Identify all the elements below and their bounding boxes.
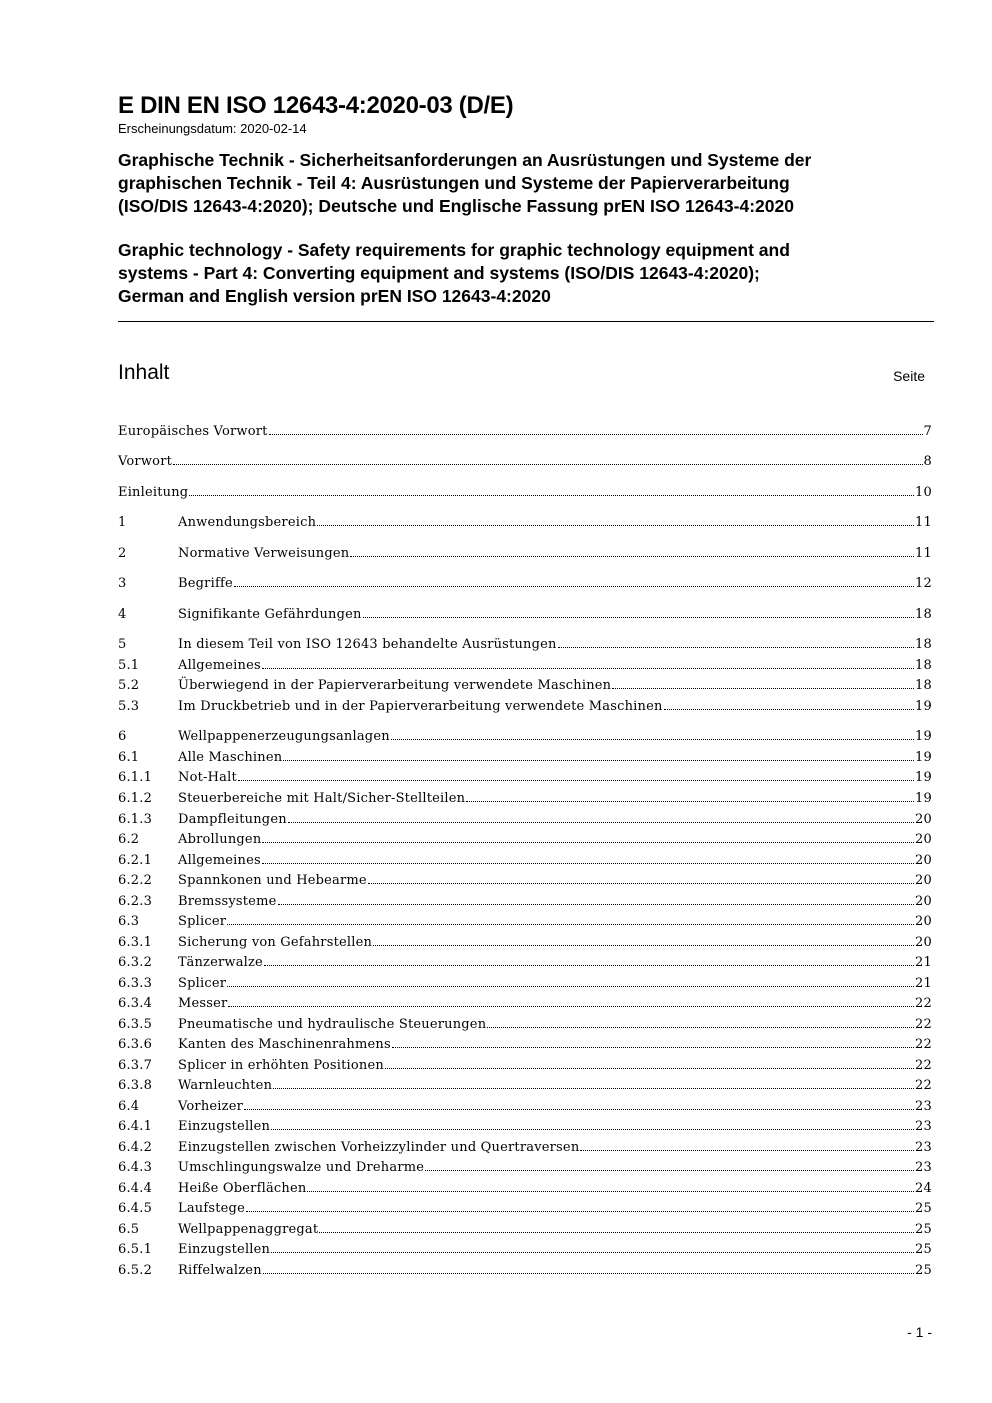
toc-entry-title: Wellpappenerzeugungsanlagen [178, 729, 390, 744]
toc-entry-page: 20 [915, 914, 932, 929]
toc-entry-title: Europäisches Vorwort [118, 424, 268, 439]
toc-entry-page: 11 [915, 515, 932, 530]
toc-entry-number: 6.3.3 [118, 976, 153, 991]
toc-entry-title: Vorheizer [178, 1099, 244, 1114]
toc-entry-number: 6.3.5 [118, 1017, 153, 1032]
toc-entry-number: 6.1.3 [118, 812, 153, 827]
toc-entry-title: Einzugstellen [178, 1119, 271, 1134]
toc-entry[interactable] [118, 970, 932, 991]
toc-entry-page: 8 [923, 454, 932, 469]
toc-entry[interactable] [118, 631, 932, 652]
toc-entry-title: Splicer in erhöhten Positionen [178, 1058, 384, 1073]
toc-entry-page: 21 [915, 955, 932, 970]
title-german: Graphische Technik - Sicherheitsanforderungen an Ausrüstungen und Systeme der graphischen Technik - Teil 4: Ausrüstungen und Systeme der Papierverarbeitung (ISO/DIS 12643-4:2020); Deutsche und Englische Fassung prEN ISO 12643-4:2020 [118, 150, 812, 216]
toc-entry[interactable] [118, 601, 932, 622]
toc-entry-title: Allgemeines [178, 658, 261, 673]
toc-entry-number: 1 [118, 515, 127, 530]
toc-entry-number: 6.5 [118, 1222, 140, 1237]
toc-entry-page: 18 [915, 658, 932, 673]
toc-entry-number: 6.3.7 [118, 1058, 153, 1073]
toc-entry[interactable] [118, 1093, 932, 1114]
toc-entry-page: 12 [915, 576, 932, 591]
toc-entry[interactable] [118, 888, 932, 909]
toc-dot-leader [580, 1150, 914, 1151]
toc-dot-leader [263, 1273, 914, 1274]
toc-entry-title: Begriffe [178, 576, 233, 591]
toc-entry[interactable] [118, 826, 932, 847]
toc-entry-page: 20 [915, 812, 932, 827]
toc-entry-title: Anwendungsbereich [178, 515, 317, 530]
toc-dot-leader [425, 1170, 914, 1171]
toc-entry[interactable] [118, 744, 932, 765]
toc-dot-leader [487, 1027, 914, 1028]
toc-dot-leader [392, 1047, 914, 1048]
publication-date: Erscheinungsdatum: 2020-02-14 [118, 121, 307, 136]
toc-dot-leader [363, 617, 914, 618]
toc-entry[interactable] [118, 847, 932, 868]
toc-entry-page: 22 [915, 1037, 932, 1052]
toc-entry[interactable] [118, 1154, 932, 1175]
toc-entry[interactable] [118, 806, 932, 827]
toc-entry[interactable] [118, 723, 932, 744]
toc-entry-page: 10 [915, 485, 932, 500]
toc-entry[interactable] [118, 1175, 932, 1196]
toc-entry[interactable] [118, 929, 932, 950]
toc-entry-title: In diesem Teil von ISO 12643 behandelte Ausrüstungen [178, 637, 557, 652]
toc-entry-page: 20 [915, 832, 932, 847]
toc-entry-page: 7 [923, 424, 932, 439]
toc-dot-leader [238, 780, 914, 781]
toc-entry-page: 20 [915, 894, 932, 909]
toc-entry-page: 18 [915, 678, 932, 693]
toc-entry-title: Riffelwalzen [178, 1263, 262, 1278]
toc-entry-title: Steuerbereiche mit Halt/Sicher-Stellteilen [178, 791, 466, 806]
toc-entry-page: 24 [915, 1181, 932, 1196]
toc-entry-number: 5.3 [118, 699, 140, 714]
toc-dot-leader [262, 668, 914, 669]
toc-dot-leader [288, 822, 914, 823]
toc-entry[interactable] [118, 570, 932, 591]
toc-dot-leader [271, 1129, 914, 1130]
toc-dot-leader [350, 556, 914, 557]
toc-entry-title: Sicherung von Gefahrstellen [178, 935, 373, 950]
toc-dot-leader [283, 760, 914, 761]
toc-dot-leader [278, 904, 915, 905]
toc-entry-page: 22 [915, 1078, 932, 1093]
toc-entry-title: Spannkonen und Hebearme [178, 873, 367, 888]
toc-entry-number: 6.3 [118, 914, 140, 929]
toc-entry-title: Splicer [178, 976, 227, 991]
toc-entry[interactable] [118, 1113, 932, 1134]
toc-dot-leader [262, 842, 914, 843]
toc-entry-page: 19 [915, 791, 932, 806]
toc-entry-title: Tänzerwalze [178, 955, 263, 970]
toc-entry-number: 6.5.1 [118, 1242, 153, 1257]
toc-entry-number: 6.4.2 [118, 1140, 153, 1155]
toc-dot-leader [368, 883, 914, 884]
toc-dot-leader [189, 495, 914, 496]
toc-entry-page: 19 [915, 699, 932, 714]
toc-entry[interactable] [118, 693, 932, 714]
toc-entry[interactable] [118, 949, 932, 970]
toc-entry-number: 6.3.6 [118, 1037, 153, 1052]
toc-entry-title: Not-Halt [178, 770, 237, 785]
toc-entry-page: 23 [915, 1099, 932, 1114]
toc-dot-leader [612, 688, 914, 689]
toc-entry[interactable] [118, 672, 932, 693]
toc-dot-leader [466, 801, 914, 802]
toc-entry[interactable] [118, 1134, 932, 1155]
toc-entry[interactable] [118, 418, 932, 439]
toc-entry[interactable] [118, 764, 932, 785]
toc-entry-page: 21 [915, 976, 932, 991]
toc-entry-title: Heiße Oberflächen [178, 1181, 307, 1196]
toc-entry-page: 11 [915, 546, 932, 561]
toc-entry-title: Signifikante Gefährdungen [178, 607, 362, 622]
toc-entry[interactable] [118, 908, 932, 929]
toc-entry-number: 6.2.3 [118, 894, 153, 909]
toc-dot-leader [271, 1252, 914, 1253]
toc-entry-title: Pneumatische und hydraulische Steuerungen [178, 1017, 487, 1032]
toc-dot-leader [227, 924, 914, 925]
toc-entry-number: 6.1.1 [118, 770, 153, 785]
toc-entry-title: Einzugstellen zwischen Vorheizzylinder und Quertraversen [178, 1140, 580, 1155]
toc-entry[interactable] [118, 1072, 932, 1093]
title-english: Graphic technology - Safety requirements for graphic technology equipment and systems - Part 4: Converting equipment and systems (ISO/DIS 12643-4:2020); German and English version prEN ISO 12643-4:2020 [118, 240, 790, 306]
toc-entry-number: 6.3.2 [118, 955, 153, 970]
toc-dot-leader [246, 1211, 914, 1212]
toc-dot-leader [385, 1068, 914, 1069]
toc-entry-number: 6.2 [118, 832, 140, 847]
toc-entry-title: Messer [178, 996, 228, 1011]
toc-dot-leader [244, 1109, 914, 1110]
toc-entry[interactable] [118, 867, 932, 888]
document-id: E DIN EN ISO 12643-4:2020-03 (D/E) [118, 92, 514, 119]
toc-entry-page: 20 [915, 935, 932, 950]
toc-entry-number: 6.3.8 [118, 1078, 153, 1093]
toc-entry[interactable] [118, 652, 932, 673]
toc-entry-page: 19 [915, 750, 932, 765]
toc-entry-number: 5 [118, 637, 127, 652]
toc-entry[interactable] [118, 509, 932, 530]
toc-entry-number: 6.4.1 [118, 1119, 153, 1134]
toc-entry-title: Alle Maschinen [178, 750, 283, 765]
toc-entry[interactable] [118, 990, 932, 1011]
toc-entry-number: 6.4.5 [118, 1201, 153, 1216]
toc-entry-title: Überwiegend in der Papierverarbeitung verwendete Maschinen [178, 678, 612, 693]
toc-dot-leader [317, 525, 914, 526]
toc-entry[interactable] [118, 479, 932, 500]
page-number: - 1 - [907, 1324, 932, 1340]
toc-dot-leader [391, 739, 914, 740]
toc-entry-page: 20 [915, 873, 932, 888]
toc-entry-number: 4 [118, 607, 127, 622]
toc-entry-title: Im Druckbetrieb und in der Papierverarbeitung verwendete Maschinen [178, 699, 663, 714]
toc-entry-title: Einzugstellen [178, 1242, 271, 1257]
toc-entry-page: 18 [915, 637, 932, 652]
toc-heading: Inhalt [118, 361, 170, 384]
toc-entry-number: 6.4.3 [118, 1160, 153, 1175]
document-header [118, 92, 934, 308]
toc-entry-title: Abrollungen [178, 832, 262, 847]
toc-entry[interactable] [118, 448, 932, 469]
toc-entry-page: 25 [915, 1222, 932, 1237]
toc-entry-number: 6.1.2 [118, 791, 153, 806]
toc-entry-page: 25 [915, 1242, 932, 1257]
toc-entry-page: 19 [915, 729, 932, 744]
toc-dot-leader [558, 647, 914, 648]
toc-entry[interactable] [118, 785, 932, 806]
toc-entry-title: Allgemeines [178, 853, 261, 868]
toc-entry[interactable] [118, 1236, 932, 1257]
toc-entry-page: 23 [915, 1140, 932, 1155]
toc-dot-leader [173, 464, 922, 465]
toc-entry-title: Umschlingungswalze und Dreharme [178, 1160, 425, 1175]
toc-entry-number: 6.2.2 [118, 873, 153, 888]
toc-entry-number: 6.1 [118, 750, 140, 765]
toc-entry-page: 22 [915, 1017, 932, 1032]
toc-entry-number: 6.5.2 [118, 1263, 153, 1278]
toc-dot-leader [307, 1191, 914, 1192]
toc-entry-page: 19 [915, 770, 932, 785]
toc-entry-number: 6.3.4 [118, 996, 153, 1011]
toc-entry-page: 22 [915, 996, 932, 1011]
toc-dot-leader [269, 434, 923, 435]
toc-entry-title: Laufstege [178, 1201, 245, 1216]
toc-dot-leader [234, 586, 914, 587]
toc-entry-title: Dampfleitungen [178, 812, 287, 827]
toc-entry-title: Normative Verweisungen [178, 546, 350, 561]
toc-entry-title: Wellpappenaggregat [178, 1222, 319, 1237]
toc-entry-page: 22 [915, 1058, 932, 1073]
toc-dot-leader [319, 1232, 914, 1233]
toc-dot-leader [664, 709, 914, 710]
toc-dot-leader [373, 945, 914, 946]
toc-entry-number: 6.4 [118, 1099, 140, 1114]
toc-entry-page: 25 [915, 1201, 932, 1216]
toc-entry[interactable] [118, 1011, 932, 1032]
toc-dot-leader [273, 1088, 914, 1089]
toc-entry[interactable] [118, 1257, 932, 1278]
toc-entry[interactable] [118, 1216, 932, 1237]
toc-dot-leader [264, 965, 914, 966]
toc-entry[interactable] [118, 540, 932, 561]
toc-entry-number: 5.1 [118, 658, 140, 673]
toc-entry-number: 5.2 [118, 678, 140, 693]
toc-entry-number: 6.2.1 [118, 853, 153, 868]
toc-entry-title: Vorwort [118, 454, 173, 469]
toc-entry-page: 25 [915, 1263, 932, 1278]
toc-page-column-label: Seite [893, 368, 925, 384]
toc-entry-title: Kanten des Maschinenrahmens [178, 1037, 391, 1052]
toc-entry-number: 6.3.1 [118, 935, 153, 950]
header-divider [118, 321, 934, 322]
toc-entry-page: 20 [915, 853, 932, 868]
toc-entry-number: 3 [118, 576, 127, 591]
toc-entry[interactable] [118, 1052, 932, 1073]
toc-entry-number: 2 [118, 546, 127, 561]
toc-entry[interactable] [118, 1031, 932, 1052]
toc-dot-leader [262, 863, 914, 864]
toc-entry-number: 6.4.4 [118, 1181, 153, 1196]
toc-entry-number: 6 [118, 729, 127, 744]
toc-entry-title: Bremssysteme [178, 894, 277, 909]
toc-entry-page: 23 [915, 1119, 932, 1134]
toc-entry-title: Warnleuchten [178, 1078, 273, 1093]
toc-dot-leader [227, 986, 914, 987]
toc-entry-title: Splicer [178, 914, 227, 929]
toc-entry-page: 18 [915, 607, 932, 622]
toc-entry[interactable] [118, 1195, 932, 1216]
toc-entry-title: Einleitung [118, 485, 189, 500]
toc-dot-leader [228, 1006, 914, 1007]
toc-entry-page: 23 [915, 1160, 932, 1175]
